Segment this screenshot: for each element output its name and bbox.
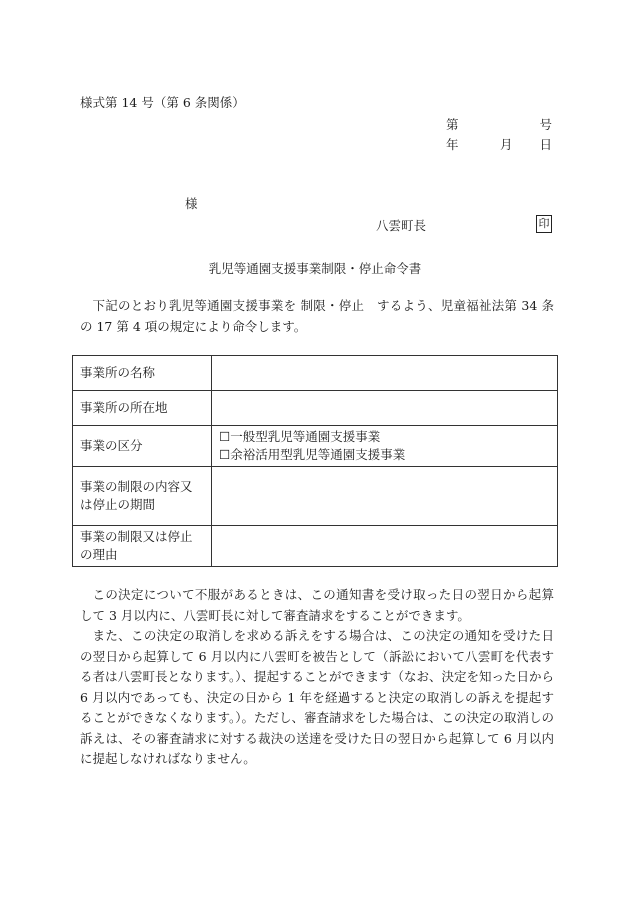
row-value-business-category [212, 426, 558, 467]
row-label-facility-address: 事業所の所在地 [73, 391, 212, 426]
date-year: 年 [446, 137, 459, 152]
addressee-honorific: 様 [185, 196, 198, 211]
date-month: 月 [500, 137, 513, 152]
table-row [73, 426, 558, 467]
number-suffix: 号 [539, 117, 552, 132]
form-number-label: 様式第 14 号（第 6 条関係） [80, 95, 245, 110]
category-option-general[interactable]: ☐一般型乳児等通園支援事業 [219, 429, 381, 444]
business-info-table [72, 355, 558, 567]
row-label-restriction-period: 事業の制限の内容又は停止の期間 [73, 467, 212, 526]
table-row [73, 467, 558, 526]
row-label-business-category: 事業の区分 [73, 426, 212, 467]
row-value-restriction-period [212, 467, 558, 526]
seal-mark: 印 [536, 215, 552, 233]
notice-paragraph-lawsuit: また、この決定の取消しを求める訴えをする場合は、この決定の通知を受けた日の翌日から起算して 6 月以内に八雲町を被告として（訴訟において八雲町を代表する者は八雲町長となります。）、提起することができます（なお、決定を知った日から 6 月以内であっても、決定の日から 1 年を経過すると決定の取消しの訴えを提起することができなくなります。）。ただし、審査請求をした場合は、この決定の取消しの訴えは、その審査請求に対する裁決の送達を受けた日の翌日から起算して 6 月以内に提起しなければなりません。 [80, 628, 555, 766]
row-value-facility-address [212, 391, 558, 426]
notice-section [80, 585, 554, 770]
date-day: 日 [539, 137, 552, 152]
row-value-facility-name [212, 356, 558, 391]
row-label-restriction-reason: 事業の制限又は停止の理由 [73, 526, 212, 567]
row-label-facility-name: 事業所の名称 [73, 356, 212, 391]
number-prefix: 第 [446, 117, 459, 132]
document-title: 乳児等通園支援事業制限・停止命令書 [208, 261, 422, 276]
notice-paragraph-appeal: この決定について不服があるときは、この通知書を受け取った日の翌日から起算して 3 月以内に、八雲町長に対して審査請求をすることができます。 [80, 587, 554, 623]
intro-paragraph: 下記のとおり乳児等通園支援事業を 制限・停止 するよう、児童福祉法第 34 条の 17 第 4 項の規定により命令します。 [80, 298, 554, 334]
category-option-surplus[interactable]: ☐余裕活用型乳児等通園支援事業 [219, 447, 406, 462]
table-row [73, 391, 558, 426]
issuer-name: 八雲町長 [376, 218, 427, 233]
table-row [73, 526, 558, 567]
row-value-restriction-reason [212, 526, 558, 567]
table-row [73, 356, 558, 391]
